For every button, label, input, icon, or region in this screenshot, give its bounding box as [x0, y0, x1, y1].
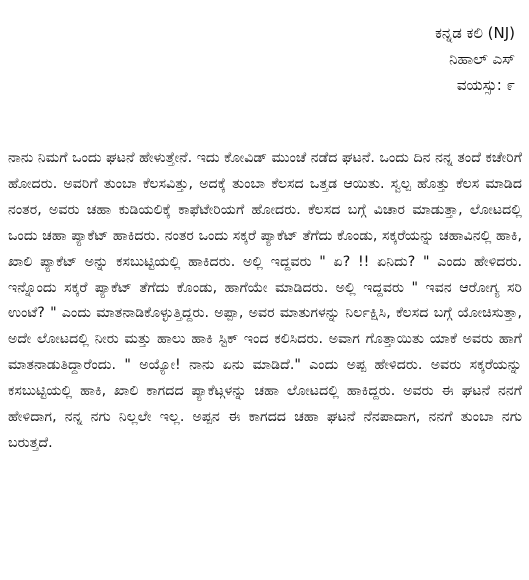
story-paragraph: ನಾನು ನಿಮಗೆ ಒಂದು ಘಟನೆ ಹೇಳುತ್ತೇನೆ. ಇದು ಕೋವಿಡ್ ಮುಂಚೆ ನಡೆದ ಘಟನೆ. ಒಂದು ದಿನ ನನ್ನ ತಂದೆ ಕಚೇರಿಗೆ ಹೋದರು. ಅವರಿಗೆ ತುಂಬಾ ಕೆಲಸವಿತ್ತು, ಅದಕ್ಕೆ ತುಂಬಾ ಕೆಲಸದ ಒತ್ತಡ ಆಯಿತು. ಸ್ವಲ್ಪ ಹೊತ್ತು ಕೆಲಸ ಮಾಡಿದ ನಂತರ, ಅವರು ಚಹಾ ಕುಡಿಯಲಿಕ್ಕೆ ಕಾಫೆಟೇರಿಯಗೆ ಹೋದರು. ಕೆಲಸದ ಬಗ್ಗೆ ವಿಚಾರ ಮಾಡುತ್ತಾ, ಲೋಟದಲ್ಲಿ ಒಂದು ಚಹಾ ಪ್ಯಾಕೆಟ್ ಹಾಕಿದರು. ನಂತರ ಒಂದು ಸಕ್ಕರೆ ಪ್ಯಾಕೆಟ್ ತೆಗೆದು ಕೊಂಡು, ಸಕ್ಕರೆಯನ್ನು ಚಹಾವಿನಲ್ಲಿ ಹಾಕಿ, ಖಾಲಿ ಪ್ಯಾಕೆಟ್ ಅನ್ನು ಕಸಬುಟ್ಟಿಯಲ್ಲಿ ಹಾಕಿದರು. ಅಲ್ಲಿ ಇದ್ದವರು " ಏ? !! ಏನಿದು? " ಎಂದು ಹೇಳಿದರು. ಇನ್ನೊಂದು ಸಕ್ಕರೆ ಪ್ಯಾಕೆಟ್ ತೆಗೆದು ಕೊಂಡು, ಹಾಗೆಯೇ ಮಾಡಿದರು. ಅಲ್ಲಿ ಇದ್ದವರು " ಇವನ ಆರೋಗ್ಯ ಸರಿ ಉಂಟೆ? " ಎಂದು ಮಾತನಾಡಿಕೊಳ್ಳುತ್ತಿದ್ದರು. ಅಪ್ಪಾ, ಅವರ ಮಾತುಗಳನ್ನು ನಿರ್ಲಕ್ಷಿಸಿ, ಕೆಲಸದ ಬಗ್ಗೆ ಯೋಚಿಸುತ್ತಾ, ಅದೇ ಲೋಟದಲ್ಲಿ ನೀರು ಮತ್ತು ಹಾಲು ಹಾಕಿ ಸ್ಟಿಕ್ ಇಂದ ಕಲಿಸಿದರು. ಅವಾಗ ಗೊತ್ತಾಯಿತು ಯಾಕೆ ಅವರು ಹಾಗೆ ಮಾತನಾಡುತಿದ್ದಾರೆಂದು. " ಅಯ್ಯೋ! ನಾನು ಏನು ಮಾಡಿದೆ." ಎಂದು ಅಪ್ಪ ಹೇಳಿದರು. ಅವರು ಸಕ್ಕರೆಯನ್ನು ಕಸಬುಟ್ಟಿಯಲ್ಲಿ ಹಾಕಿ, ಖಾಲಿ ಕಾಗದದ ಪ್ಯಾಕೆಟ್ಗಳನ್ನು ಚಹಾ ಲೋಟದಲ್ಲಿ ಹಾಕಿದ್ದರು. ಅವರು ಈ ಘಟನೆ ನನಗೆ ಹೇಳಿದಾಗ, ನನ್ನ ನಗು ನಿಲ್ಲಲೇ ಇಲ್ಲ. ಅಪ್ಪನ ಈ ಕಾಗದದ ಚಹಾ ಘಟನೆ ನೆನಪಾದಾಗ, ನನಗೆ ತುಂಬಾ ನಗು ಬರುತ್ತದೆ. [8, 150, 522, 451]
author-age: ವಯಸ್ಸು: ೯ [456, 76, 515, 94]
author-name: ನಿಹಾಲ್ ಎಸ್ [449, 50, 515, 68]
story-body [8, 146, 522, 457]
document-title: ಕನ್ನಡ ಕಲಿ (NJ) [435, 24, 515, 42]
document-header [435, 20, 515, 98]
